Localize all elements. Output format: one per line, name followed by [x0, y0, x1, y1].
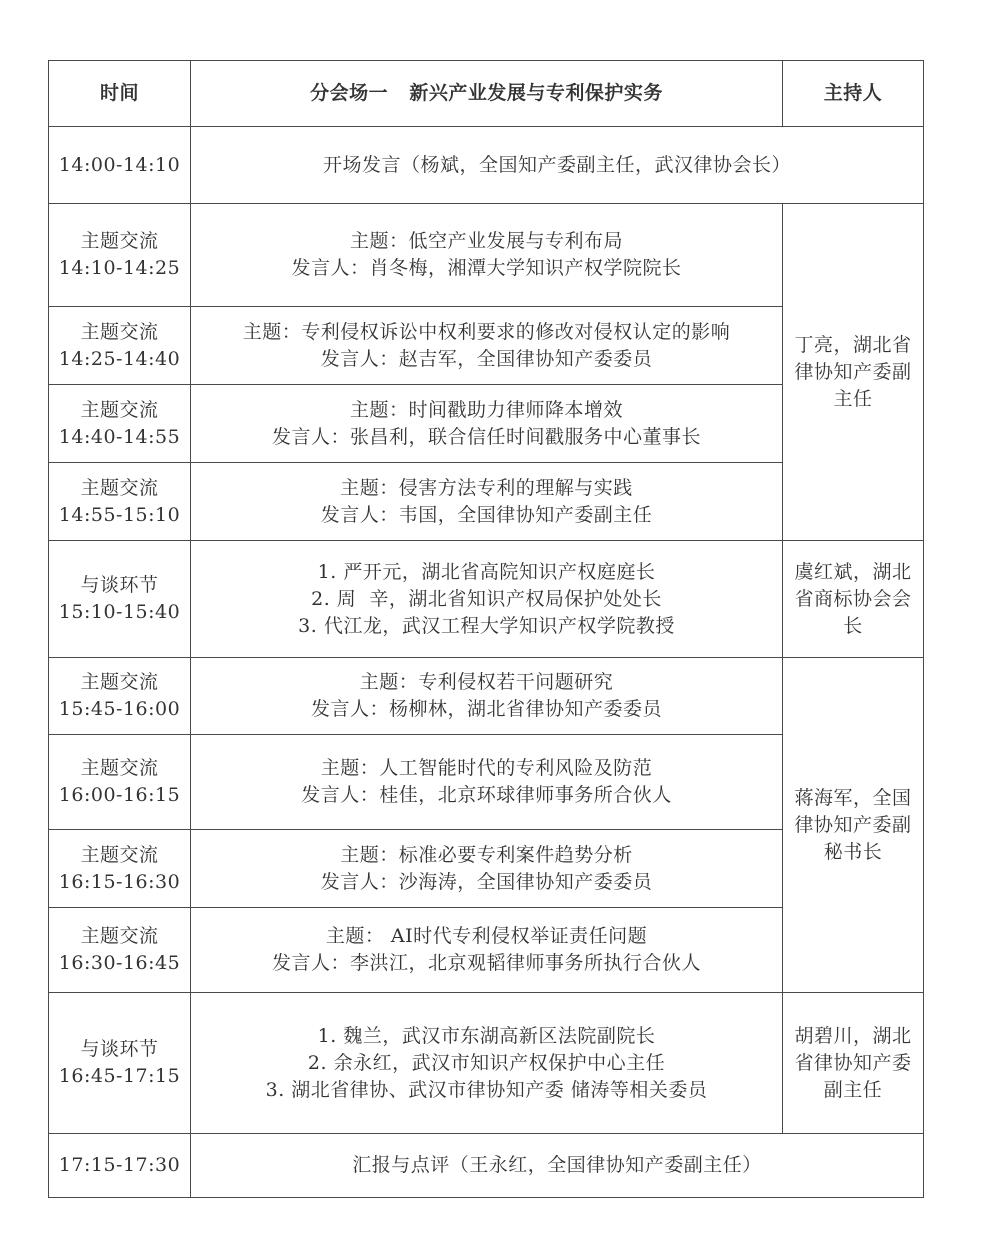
- host-cell: [783, 658, 924, 993]
- talk-speaker: 发言人：桂佳，北京环球律师事务所合伙人: [301, 784, 672, 806]
- host-cell: [783, 204, 924, 541]
- talk-topic: 主题：专利侵权诉讼中权利要求的修改对侵权认定的影响: [242, 320, 731, 343]
- summary-remarks: 汇报与点评（王永红，全国律协知产委副主任）: [191, 1134, 924, 1198]
- opening-remarks: 开场发言（杨斌，全国知产委副主任，武汉律协会长）: [191, 127, 924, 204]
- host-name: 蒋海军，全国律协知产委副秘书长: [794, 786, 912, 863]
- table-row: [49, 127, 924, 204]
- session-time: 14:25-14:40: [58, 347, 181, 370]
- time-cell: 14:00-14:10: [49, 127, 191, 204]
- session-label: 与谈环节: [80, 1038, 159, 1060]
- time-cell: [49, 993, 191, 1134]
- header-session-title: 分会场一 新兴产业发展与专利保护实务: [191, 61, 783, 127]
- session-label: 主题交流: [80, 320, 159, 343]
- talk-speaker: 发言人：肖冬梅，湘潭大学知识产权学院院长: [291, 257, 682, 279]
- agenda-table: [48, 60, 924, 1198]
- host-cell: [783, 993, 924, 1134]
- header-host: 主持人: [783, 61, 924, 127]
- talk-topic: 主题：人工智能时代的专利风险及防范: [320, 757, 653, 779]
- talk-topic: 主题：专利侵权若干问题研究: [359, 671, 614, 693]
- host-name: 丁亮，湖北省律协知产委副主任: [794, 333, 912, 410]
- session-time: 16:15-16:30: [58, 870, 181, 893]
- talk-cell: [191, 385, 783, 463]
- session-time: 15:10-15:40: [58, 601, 181, 623]
- table-row: [49, 658, 924, 735]
- session-label: 主题交流: [80, 843, 159, 866]
- time-cell: [49, 658, 191, 735]
- talk-speaker: 发言人：赵吉军，全国律协知产委委员: [320, 347, 653, 370]
- panelist: 3. 湖北省律协、武汉市律协知产委 储涛等相关委员: [265, 1078, 708, 1101]
- time-cell: [49, 385, 191, 463]
- session-label: 主题交流: [80, 230, 159, 252]
- talk-cell: [191, 735, 783, 830]
- talk-speaker: 发言人：杨柳林，湖北省律协知产委委员: [310, 698, 662, 720]
- time-cell: [49, 541, 191, 658]
- time-cell: 17:15-17:30: [49, 1134, 191, 1198]
- panelist: 1. 魏兰，武汉市东湖高新区法院副院长: [317, 1024, 656, 1047]
- talk-cell: [191, 658, 783, 735]
- session-label: 主题交流: [80, 757, 159, 779]
- talk-cell: [191, 908, 783, 993]
- talk-cell: [191, 204, 783, 307]
- header-row: [49, 61, 924, 127]
- session-time: 15:45-16:00: [58, 698, 181, 720]
- talk-cell: [191, 830, 783, 908]
- panelist: 2. 余永红，武汉市知识产权保护中心主任: [307, 1051, 666, 1074]
- panelist: 2. 周 辛，湖北省知识产权局保护处处长: [311, 587, 662, 610]
- time-cell: [49, 463, 191, 541]
- table-row: [49, 541, 924, 658]
- host-name: 胡碧川，湖北省律协知产委副主任: [794, 1024, 912, 1101]
- session-label: 主题交流: [80, 476, 159, 499]
- session-label: 主题交流: [80, 671, 159, 693]
- table-row: [49, 993, 924, 1134]
- session-time: 16:45-17:15: [58, 1065, 181, 1087]
- time-cell: [49, 204, 191, 307]
- session-time: 14:55-15:10: [58, 503, 181, 526]
- talk-topic: 主题：低空产业发展与专利布局: [349, 230, 623, 252]
- panelist: 3. 代江龙，武汉工程大学知识产权学院教授: [298, 614, 675, 637]
- session-time: 14:40-14:55: [58, 425, 181, 448]
- header-time: 时间: [49, 61, 191, 127]
- talk-cell: [191, 307, 783, 385]
- talk-topic: 主题：侵害方法专利的理解与实践: [340, 476, 633, 499]
- session-time: 16:30-16:45: [58, 952, 181, 974]
- session-label: 主题交流: [80, 398, 159, 421]
- talk-cell: [191, 463, 783, 541]
- host-name: 虞红斌，湖北省商标协会会长: [794, 560, 912, 637]
- time-cell: [49, 735, 191, 830]
- table-row: [49, 204, 924, 307]
- panelist: 1. 严开元，湖北省高院知识产权庭庭长: [317, 560, 656, 583]
- session-label: 与谈环节: [80, 574, 159, 596]
- panel-cell: [191, 993, 783, 1134]
- talk-topic: 主题：标准必要专利案件趋势分析: [340, 843, 633, 866]
- talk-speaker: 发言人：沙海涛，全国律协知产委委员: [320, 870, 653, 893]
- time-cell: [49, 830, 191, 908]
- panel-cell: [191, 541, 783, 658]
- table-row: [49, 1134, 924, 1198]
- session-label: 主题交流: [80, 925, 159, 947]
- time-cell: [49, 908, 191, 993]
- time-cell: [49, 307, 191, 385]
- talk-speaker: 发言人：张昌利，联合信任时间戳服务中心董事长: [271, 425, 701, 448]
- talk-topic: 主题： AI时代专利侵权举证责任问题: [325, 925, 648, 947]
- talk-speaker: 发言人：韦国，全国律协知产委副主任: [320, 503, 653, 526]
- talk-speaker: 发言人：李洪江，北京观韬律师事务所执行合伙人: [271, 952, 701, 974]
- host-cell: [783, 541, 924, 658]
- session-time: 16:00-16:15: [58, 784, 181, 806]
- session-time: 14:10-14:25: [58, 257, 181, 279]
- talk-topic: 主题：时间戳助力律师降本增效: [349, 398, 623, 421]
